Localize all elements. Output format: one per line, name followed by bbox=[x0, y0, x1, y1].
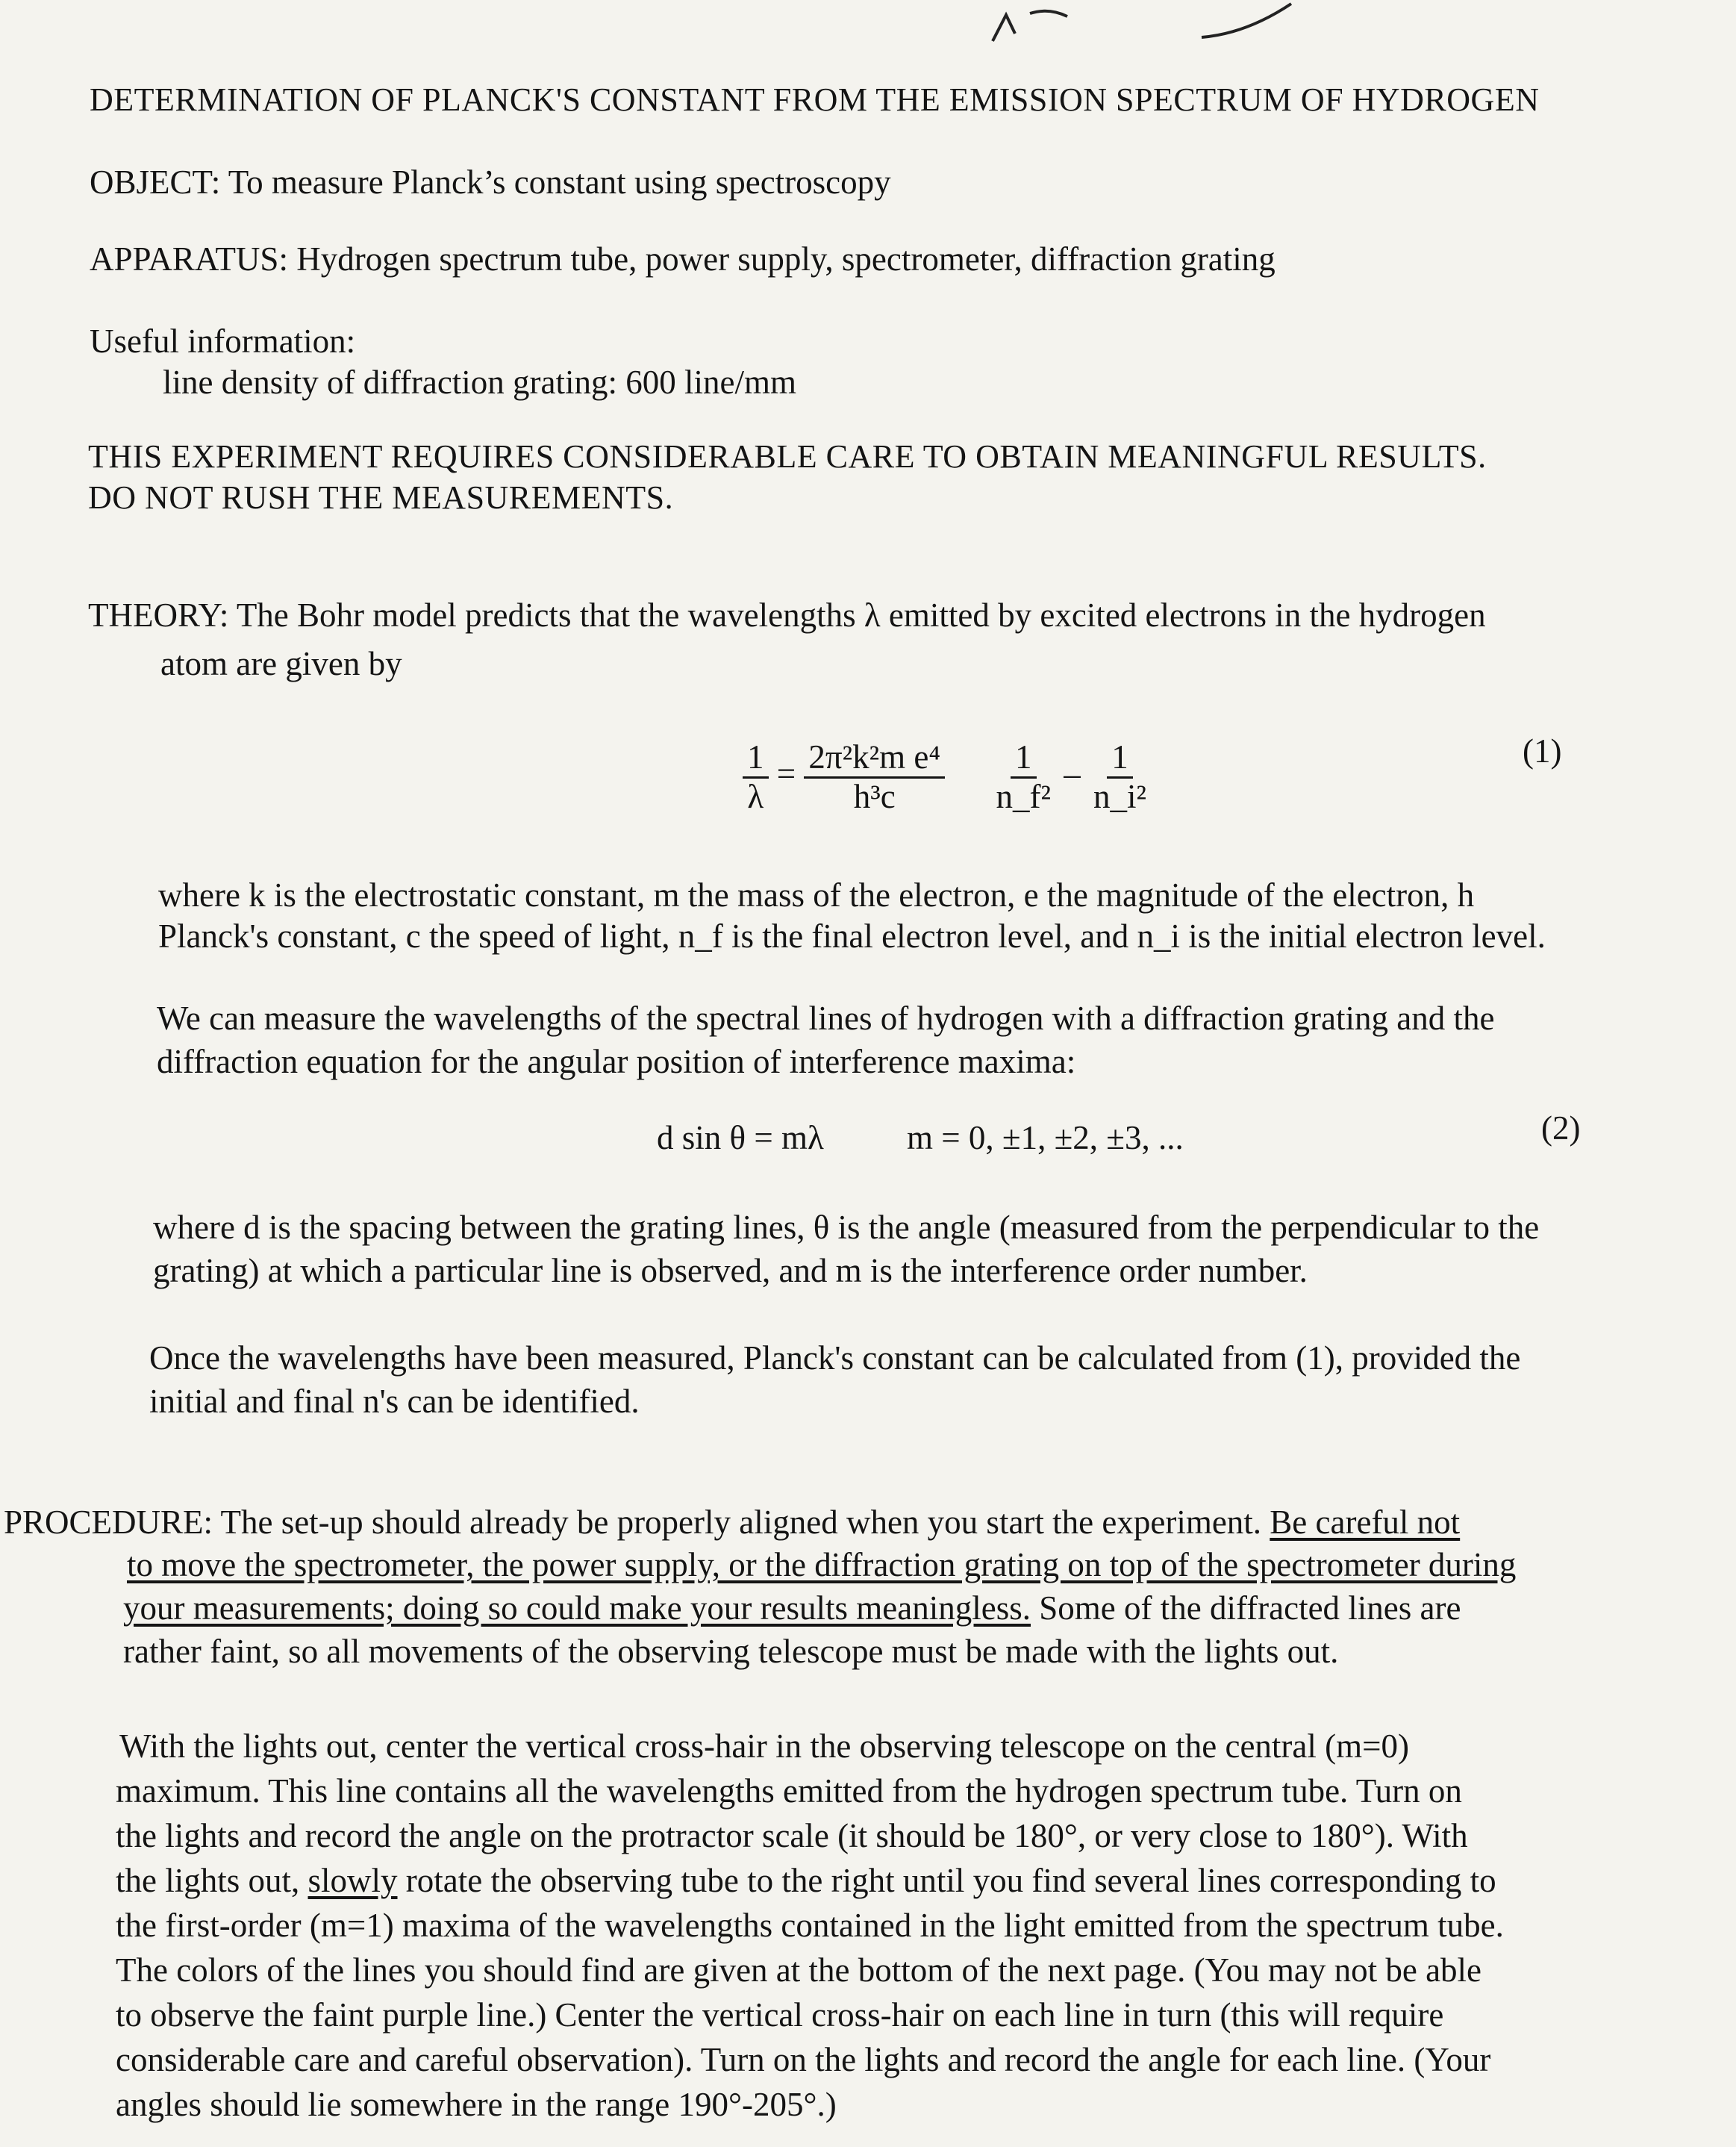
theory-text: The Bohr model predicts that the wavelengths λ emitted by excited electrons in the hydrogen bbox=[236, 596, 1486, 634]
lights-line-3: the lights and record the angle on the protractor scale (it should be 180°, or very close to 180°). With bbox=[116, 1817, 1468, 1854]
measure-line-1: We can measure the wavelengths of the spectral lines of hydrogen with a diffraction grating and the bbox=[157, 1000, 1495, 1037]
object-text: To measure Planck’s constant using spectroscopy bbox=[228, 163, 891, 201]
lights-line-9: angles should lie somewhere in the range 190°-205°.) bbox=[116, 2086, 837, 2123]
lights-line-7: to observe the faint purple line.) Center the vertical cross-hair on each line in turn (this will require bbox=[116, 1996, 1444, 2034]
object-line bbox=[90, 161, 891, 205]
procedure-line-1: PROCEDURE: The set-up should already be properly aligned when you start the experiment. Be careful not bbox=[4, 1503, 1461, 1541]
procedure-line-2: to move the spectrometer, the power supply, or the diffraction grating on top of the spectrometer during bbox=[127, 1546, 1517, 1583]
lights-line-1: With the lights out, center the vertical cross-hair in the observing telescope on the central (m=0) bbox=[119, 1727, 1409, 1765]
where2-line-1: where d is the spacing between the grating lines, θ is the angle (measured from the perpendicular to the bbox=[153, 1209, 1540, 1246]
eq1-final-term: $\frac{1}{\text{n\_f²}}$ bbox=[996, 738, 1051, 815]
procedure-line-4: rather faint, so all movements of the observing telescope must be made with the lights out. bbox=[123, 1633, 1339, 1670]
document-title: DETERMINATION OF PLANCK'S CONSTANT FROM THE EMISSION SPECTRUM OF HYDROGEN bbox=[90, 81, 1540, 118]
where2-line-2: grating) at which a particular line is observed, and m is the interference order number. bbox=[153, 1252, 1308, 1289]
handwritten-scribble bbox=[963, 0, 1314, 52]
where1-line-2: Planck's constant, c the speed of light, n_f is the final electron level, and n_i is the initial electron level. bbox=[158, 917, 1546, 955]
equation-2-right: m = 0, ±1, ±2, ±3, ... bbox=[907, 1119, 1184, 1156]
apparatus-line bbox=[90, 237, 1276, 281]
theory-line-1 bbox=[88, 593, 1486, 638]
lights-line-8: considerable care and careful observation). Turn on the lights and record the angle for each line. (Your bbox=[116, 2041, 1491, 2078]
warning-line-2: DO NOT RUSH THE MEASUREMENTS. bbox=[88, 479, 674, 516]
procedure-label: PROCEDURE: bbox=[4, 1503, 213, 1541]
useful-label: Useful information: bbox=[90, 322, 356, 360]
procedure-line-3: your measurements; doing so could make your results meaningless. Some of the diffracted lines are bbox=[123, 1589, 1461, 1627]
lights-line-6: The colors of the lines you should find are given at the bottom of the next page. (You may not be able bbox=[116, 1951, 1482, 1989]
equation-1: $\frac{1}{\lambda}$ = $\frac{\text{2π²k²m e⁴}}{\text{h³c}}$ $\frac{1}{\text{n\_f²}}$ – $\frac{1}{\text{n\_i²}}$ bbox=[743, 739, 1151, 815]
equation-1-number: (1) bbox=[1523, 732, 1562, 770]
theory-line-2: atom are given by bbox=[160, 645, 402, 682]
eq1-coefficient: $\frac{\text{2π²k²m e⁴}}{\text{h³c}}$ bbox=[804, 739, 945, 815]
warning-line-1: THIS EXPERIMENT REQUIRES CONSIDERABLE CARE TO OBTAIN MEANINGFUL RESULTS. bbox=[88, 438, 1487, 475]
equation-2-number: (2) bbox=[1541, 1109, 1581, 1147]
eq1-lhs: $\frac{1}{\lambda}$ bbox=[743, 739, 769, 815]
useful-text: line density of diffraction grating: 600 line/mm bbox=[163, 364, 797, 401]
lights-line-5: the first-order (m=1) maxima of the wavelengths contained in the light emitted from the spectrum tube. bbox=[116, 1907, 1504, 1944]
measure-line-2: diffraction equation for the angular position of interference maxima: bbox=[157, 1043, 1076, 1080]
equation-2-left: d sin θ = mλ bbox=[657, 1119, 824, 1156]
apparatus-text: Hydrogen spectrum tube, power supply, spectrometer, diffraction grating bbox=[296, 240, 1276, 278]
lights-line-2: maximum. This line contains all the wavelengths emitted from the hydrogen spectrum tube. Turn on bbox=[116, 1772, 1462, 1810]
once-line-1: Once the wavelengths have been measured, Planck's constant can be calculated from (1), provided the bbox=[149, 1339, 1521, 1377]
theory-label: THEORY: bbox=[88, 596, 229, 634]
where1-line-1: where k is the electrostatic constant, m the mass of the electron, e the magnitude of the electron, h bbox=[158, 876, 1475, 914]
apparatus-label: APPARATUS: bbox=[90, 240, 288, 278]
eq1-initial-term: $\frac{1}{\text{n\_i²}}$ bbox=[1093, 738, 1146, 815]
object-label: OBJECT: bbox=[90, 163, 221, 201]
lights-line-4: the lights out, slowly rotate the observing tube to the right until you find several lines corresponding to bbox=[116, 1862, 1496, 1899]
once-line-2: initial and final n's can be identified. bbox=[149, 1383, 640, 1420]
